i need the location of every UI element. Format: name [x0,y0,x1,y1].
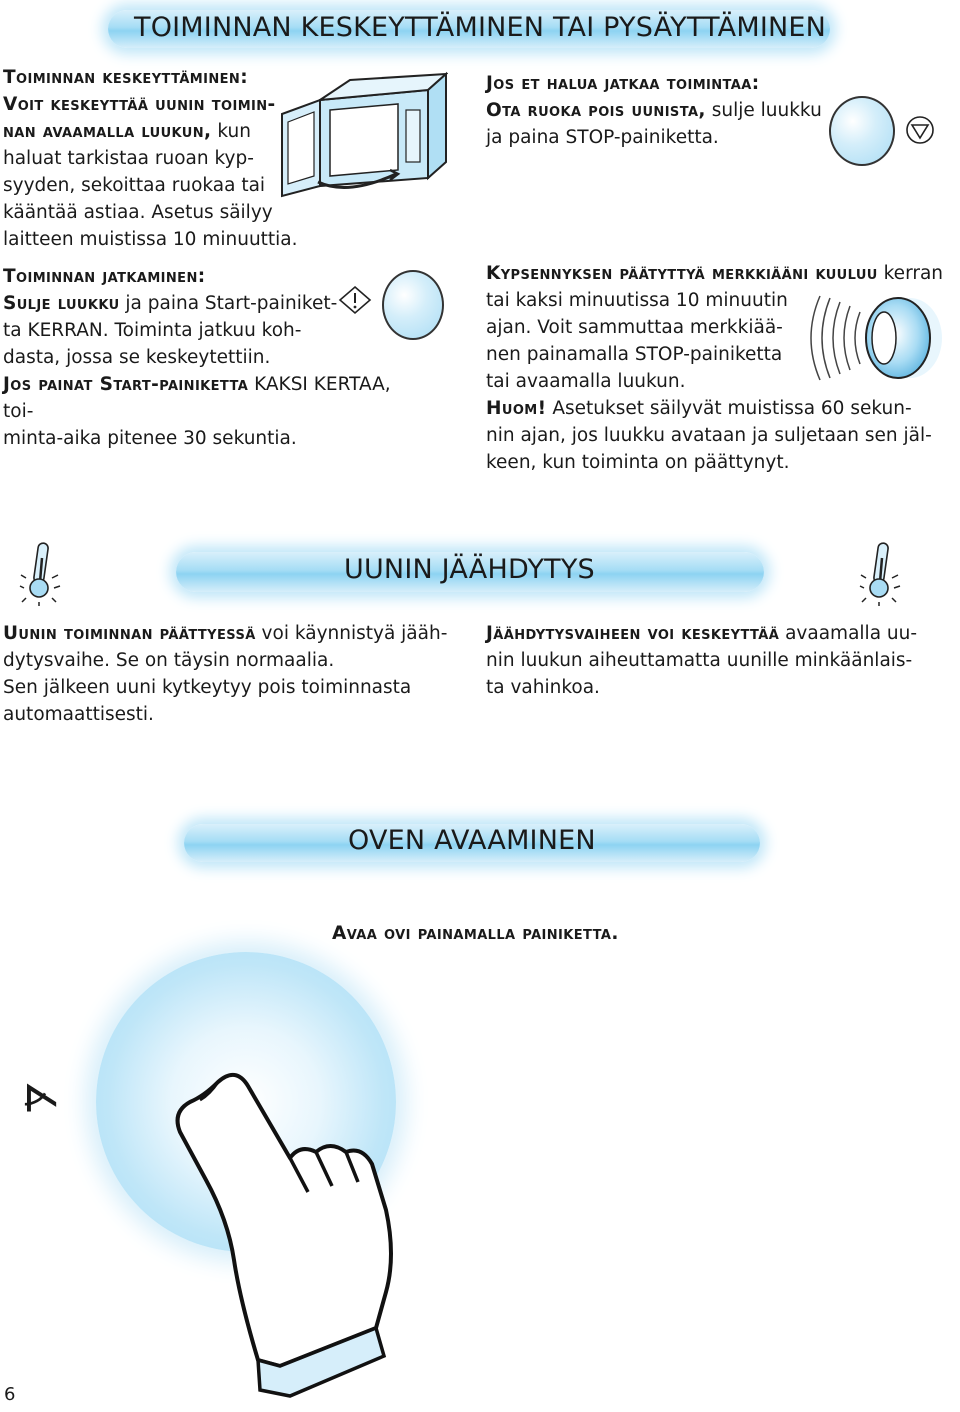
lead-note: Huom! [486,398,547,419]
text-line: tai kaksi minuutissa 10 minuutin [486,290,788,311]
text-line: kääntää astiaa. Asetus säilyy [3,202,273,223]
page-number: 6 [4,1384,16,1405]
text-line: nin luukun aiheuttamatta uunille minkäänlais- [486,650,913,671]
text-cooling-start-rest: voi käynnistyä jääh- [255,623,448,644]
lead-cooling-stop: Jäähdytysvaiheen voi keskeyttää [486,623,780,644]
heading-interrupt: Toiminnan keskeyttäminen: [3,67,249,88]
text-line: dasta, jossa se keskeytettiin. [3,347,271,368]
lead-door-open: Avaa ovi painamalla painiketta. [332,923,619,944]
cooling-right-text [486,620,946,701]
text-line: ajan. Voit sammuttaa merkkiää- [486,317,783,338]
lead-beep: Kypsennyksen päätyttyä merkkiääni kuuluu [486,263,878,284]
text-line: ja paina STOP-painiketta. [486,127,719,148]
heading-resume: Toiminnan jatkaminen: [3,266,206,287]
section-title-pause: TOIMINNAN KESKEYTTÄMINEN TAI PYSÄYTTÄMINEN [134,12,827,43]
text-line: syyden, sekoittaa ruokaa tai [3,175,266,196]
thermometer-icon [18,540,66,606]
text-line: tai avaamalla luukun. [486,371,686,392]
text-interrupt-rest: kun [211,121,251,142]
text-stop-rest: sulje luukku [705,100,822,121]
open-microwave-illustration [278,70,448,200]
stop-symbol-icon [904,114,936,146]
text-line: laitteen muistissa 10 minuuttia. [3,229,298,250]
cooling-left-text [3,620,473,728]
lead-interrupt-2: nan avaamalla luukun, [3,121,212,142]
text-line: dytysvaihe. Se on täysin normaalia. [3,650,335,671]
heading-stop: Jos et halua jatkaa toimintaa: [486,73,760,94]
thermometer-icon [858,540,906,606]
text-line: Sen jälkeen uuni kytkeytyy pois toiminnasta [3,677,412,698]
text-resume-rest: ja paina Start-painiket- [119,293,338,314]
text-line: haluat tarkistaa ruoan kyp- [3,148,254,169]
section-title-cooling: UUNIN JÄÄHDYTYS [344,554,595,585]
text-line: keen, kun toiminta on päättynyt. [486,452,790,473]
start-button-illustration [382,270,444,340]
lead-stop: Ota ruoka pois uunista, [486,100,706,121]
text-line: minta-aika pitenee 30 sekuntia. [3,428,297,449]
hand-pressing-icon [140,1060,400,1400]
door-open-symbol: ∡ [16,1080,63,1116]
speaker-sound-icon [800,288,950,388]
section-title-door: OVEN AVAAMINEN [348,825,596,856]
door-instruction [332,920,752,947]
text-note-rest: Asetukset säilyvät muistissa 60 sekun- [546,398,912,419]
text-line: nen painamalla STOP-painiketta [486,344,783,365]
lead-resume: Sulje luukku [3,293,120,314]
text-line: nin ajan, jos luukku avataan ja suljetaan sen jäl- [486,425,932,446]
lead-cooling-start: Uunin toiminnan päättyessä [3,623,256,644]
text-line: ta vahinkoa. [486,677,600,698]
lead-double-start: Jos painat Start-painiketta [3,374,249,395]
stop-button-illustration [829,96,895,166]
lead-interrupt-1: Voit keskeyttää uunin toimin- [3,94,276,115]
text-beep-rest: kerran [877,263,944,284]
text-line: automaattisesti. [3,704,154,725]
text-double-start-rest: KAKSI KERTAA, toi- [3,374,391,422]
start-symbol-icon [338,285,372,315]
text-line: ta KERRAN. Toiminta jatkuu koh- [3,320,302,341]
text-cooling-stop-rest: avaamalla uu- [779,623,918,644]
